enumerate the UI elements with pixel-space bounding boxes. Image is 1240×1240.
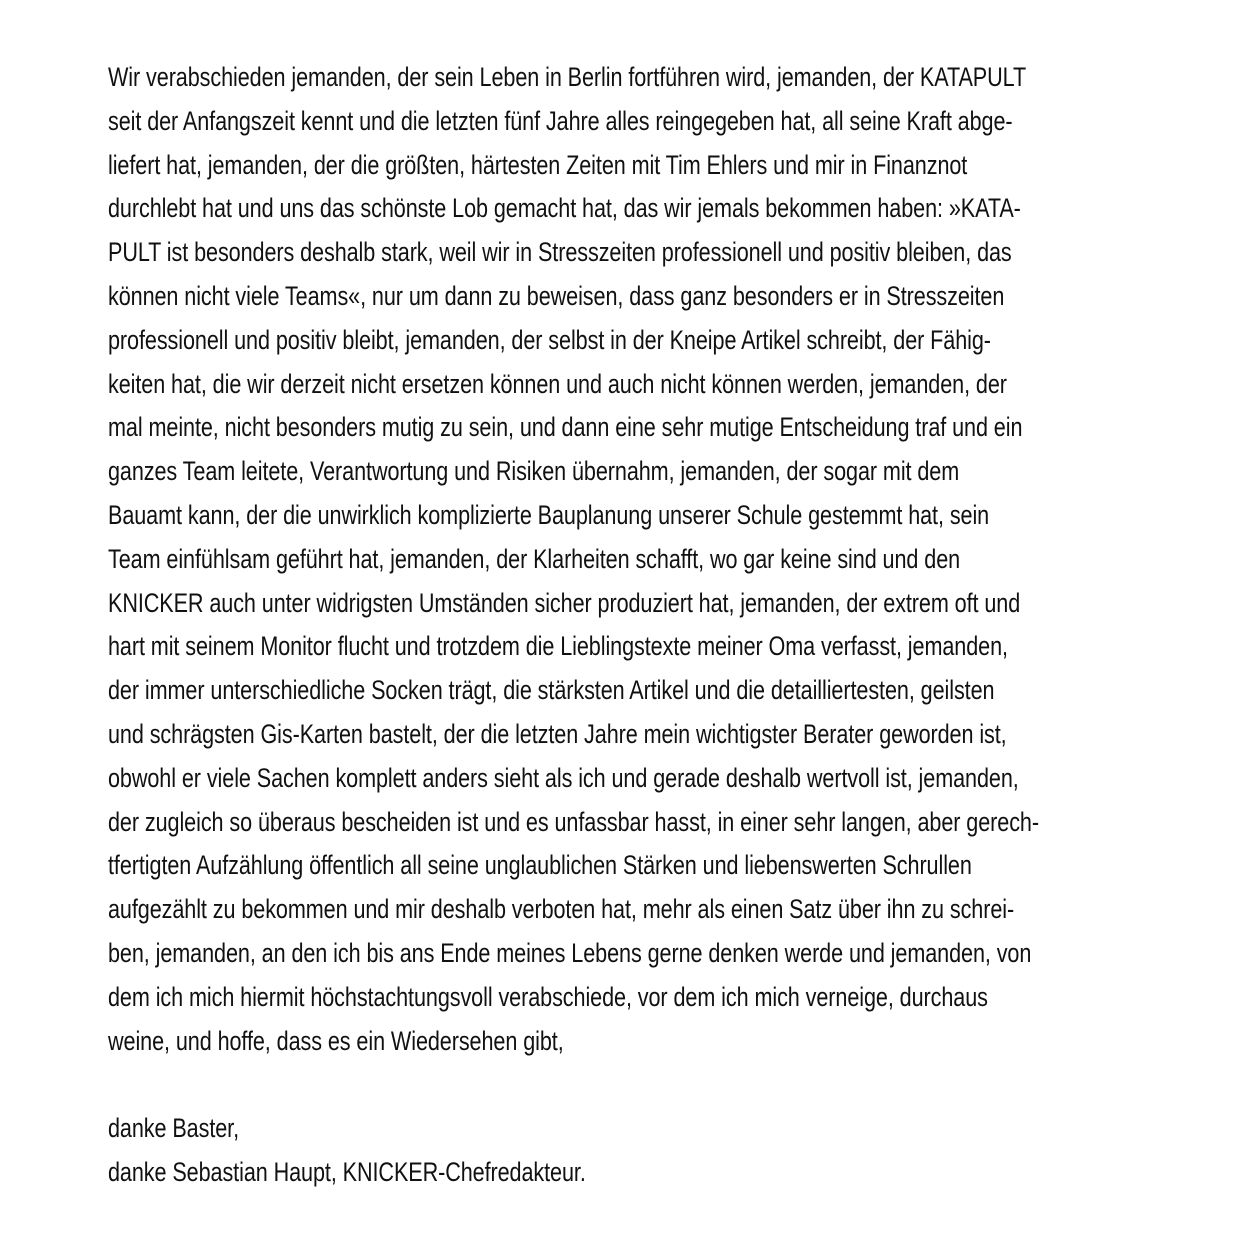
body-line-1: Wir verabschieden jemanden, der sein Leben in Berlin fortführen wird, jemanden, der KATAPULT xyxy=(108,62,1027,92)
body-line-5: PULT ist besonders deshalb stark, weil wir in Stresszeiten professionell und positiv bleiben, das xyxy=(108,237,1012,268)
body-line-7: professionell und positiv bleibt, jemanden, der selbst in der Kneipe Artikel schreibt, der Fähig- xyxy=(108,324,991,355)
letter-text xyxy=(108,56,1039,1195)
body-line-15: der immer unterschiedliche Socken trägt, die stärksten Artikel und die detailliertesten, geilsten xyxy=(108,675,995,706)
body-line-23: weine, und hoffe, dass es ein Wiedersehen gibt, xyxy=(108,1025,564,1056)
body-line-21: ben, jemanden, an den ich bis ans Ende meines Lebens gerne denken werde und jemanden, von xyxy=(108,937,1032,968)
body-line-12: Team einfühlsam geführt hat, jemanden, der Klarheiten schafft, wo gar keine sind und den xyxy=(108,543,961,574)
body-line-8: keiten hat, die wir derzeit nicht ersetzen können und auch nicht können werden, jemanden, der xyxy=(108,368,1007,399)
body-line-9: mal meinte, nicht besonders mutig zu sein, und dann eine sehr mutige Entscheidung traf und ein xyxy=(108,412,1023,443)
body-line-2: seit der Anfangszeit kennt und die letzten fünf Jahre alles reingegeben hat, all seine Kraft abge- xyxy=(108,105,1013,136)
body-line-17: obwohl er viele Sachen komplett anders sieht als ich und gerade deshalb wertvoll ist, jemanden, xyxy=(108,762,1019,793)
body-line-6: können nicht viele Teams«, nur um dann zu beweisen, dass ganz besonders er in Stresszeiten xyxy=(108,280,1005,311)
body-line-14: hart mit seinem Monitor flucht und trotzdem die Lieblingstexte meiner Oma verfasst, jemanden, xyxy=(108,631,1008,662)
body-line-18: der zugleich so überaus bescheiden ist und es unfassbar hasst, in einer sehr langen, aber gerech- xyxy=(108,806,1039,837)
body-line-19: tfertigten Aufzählung öffentlich all seine unglaublichen Stärken und liebenswerten Schrullen xyxy=(108,850,972,881)
closing-line-thanks-nickname: danke Baster, xyxy=(108,1113,240,1144)
closing-line-thanks-fullname: danke Sebastian Haupt, KNICKER-Chefredakteur. xyxy=(108,1156,586,1187)
paragraph-spacer xyxy=(108,1063,972,1107)
body-line-16: und schrägsten Gis-Karten bastelt, der die letzten Jahre mein wichtigster Berater geworden ist, xyxy=(108,718,1007,749)
body-line-22: dem ich mich hiermit höchstachtungsvoll verabschiede, vor dem ich mich verneige, durchaus xyxy=(108,981,988,1012)
body-line-13: KNICKER auch unter widrigsten Umständen sicher produziert hat, jemanden, der extrem oft und xyxy=(108,587,1021,618)
body-line-11: Bauamt kann, der die unwirklich komplizierte Bauplanung unserer Schule gestemmt hat, sein xyxy=(108,499,990,530)
body-line-10: ganzes Team leitete, Verantwortung und Risiken übernahm, jemanden, der sogar mit dem xyxy=(108,456,960,487)
body-line-3: liefert hat, jemanden, der die größten, härtesten Zeiten mit Tim Ehlers und mir in Finanznot xyxy=(108,149,968,180)
body-line-4: durchlebt hat und uns das schönste Lob gemacht hat, das wir jemals bekommen haben: »KATA- xyxy=(108,193,1021,224)
body-line-20: aufgezählt zu bekommen und mir deshalb verboten hat, mehr als einen Satz über ihn zu schrei- xyxy=(108,894,1015,925)
